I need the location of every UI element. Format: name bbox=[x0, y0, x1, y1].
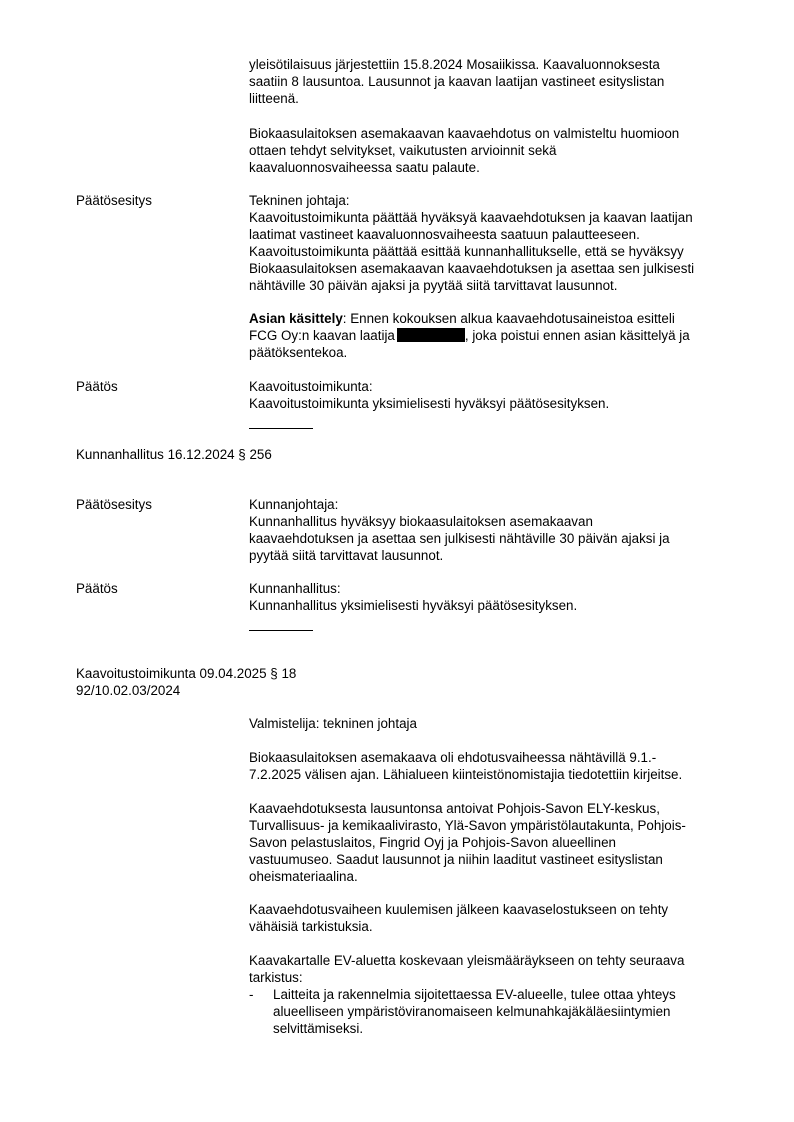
bullet-item bbox=[273, 986, 676, 1037]
text-line: nähtäville 30 päivän ajaksi ja pyytää siitä tarvittavat lausunnot. bbox=[249, 278, 618, 293]
section1-decision-label: Päätös bbox=[76, 379, 118, 394]
section2-proposal bbox=[249, 496, 749, 564]
proposer: Tekninen johtaja: bbox=[249, 193, 350, 208]
proposer: Kunnanjohtaja: bbox=[249, 497, 339, 512]
handling-heading: Asian käsittely bbox=[249, 311, 343, 326]
intro-paragraph-1 bbox=[249, 56, 749, 107]
section3-heading-block bbox=[76, 665, 296, 699]
text-line: Turvallisuus- ja kemikaalivirasto, Ylä-Savon ympäristölautakunta, Pohjois- bbox=[249, 818, 686, 833]
text-line: Kaavaehdotuksesta lausuntonsa antoivat Pohjois-Savon ELY-keskus, bbox=[249, 801, 660, 816]
bullet-dash: - bbox=[249, 987, 254, 1002]
text-line: Biokaasulaitoksen asemakaava oli ehdotusvaiheessa nähtävillä 9.1.- bbox=[249, 750, 657, 765]
text-line: Kunnanhallitus yksimielisesti hyväksyi päätösesityksen. bbox=[249, 598, 578, 613]
text-line: Kaavoitustoimikunta yksimielisesti hyväksyi päätösesityksen. bbox=[249, 396, 610, 411]
reference-number: 92/10.02.03/2024 bbox=[76, 683, 181, 698]
text-line: Kaavakartalle EV-aluetta koskevaan yleismääräykseen on tehty seuraava bbox=[249, 953, 685, 968]
text-span: FCG Oy:n kaavan laatija bbox=[249, 328, 395, 343]
text-line: Kunnanhallitus hyväksyy biokaasulaitoksen asemakaavan bbox=[249, 514, 593, 529]
decider: Kunnanhallitus: bbox=[249, 581, 341, 596]
divider bbox=[249, 428, 313, 429]
text-line: selvittämiseksi. bbox=[273, 1021, 364, 1036]
text-span: , joka poistui ennen asian käsittelyä ja bbox=[464, 328, 690, 343]
text-line: Kaavoitustoimikunta päättää esittää kunnanhallitukselle, että se hyväksyy bbox=[249, 244, 684, 259]
section1-proposal-label: Päätösesitys bbox=[76, 193, 152, 208]
redaction-block bbox=[397, 328, 465, 342]
section1-handling bbox=[249, 310, 749, 361]
text-line: kaavaluonnosvaiheessa saatu palaute. bbox=[249, 160, 480, 175]
text-line: laatimat vastineet kaavaluonnosvaiheesta saatuun palautteeseen. bbox=[249, 227, 640, 242]
intro-paragraph-2 bbox=[249, 125, 749, 176]
section3-paragraph-3 bbox=[249, 901, 749, 935]
text-span: : Ennen kokouksen alkua kaavaehdotusaineistoa esitteli bbox=[342, 311, 675, 326]
section3-paragraph-1 bbox=[249, 749, 749, 783]
text-line: Biokaasulaitoksen asemakaavan kaavaehdotuksen ja asettaa sen julkisesti bbox=[249, 261, 695, 276]
text-line: saatiin 8 lausuntoa. Lausunnot ja kaavan laatijan vastineet esityslistan bbox=[249, 74, 665, 89]
section2-decision bbox=[249, 580, 749, 614]
text-line: vähäisiä tarkistuksia. bbox=[249, 919, 373, 934]
text-line: Kaavoitustoimikunta päättää hyväksyä kaavaehdotuksen ja kaavan laatijan bbox=[249, 210, 693, 225]
preparer: Valmistelija: tekninen johtaja bbox=[249, 716, 417, 731]
text-line: oheismateriaalina. bbox=[249, 869, 358, 884]
text-line: tarkistus: bbox=[249, 970, 303, 985]
section1-proposal bbox=[249, 192, 749, 294]
text-line: alueelliseen ympäristöviranomaiseen kelmunahkajäkäläesiintymien bbox=[273, 1004, 671, 1019]
section3-heading: Kaavoitustoimikunta 09.04.2025 § 18 bbox=[76, 666, 297, 681]
text-line: päätöksentekoa. bbox=[249, 345, 348, 360]
text-line: Savon pelastuslaitos, Fingrid Oyj ja Pohjois-Savon alueellinen bbox=[249, 835, 616, 850]
section2-proposal-label: Päätösesitys bbox=[76, 497, 152, 512]
handling-line-1 bbox=[249, 310, 749, 327]
section2-heading: Kunnanhallitus 16.12.2024 § 256 bbox=[76, 447, 272, 462]
text-line: 7.2.2025 välisen ajan. Lähialueen kiinteistönomistajia tiedotettiin kirjeitse. bbox=[249, 767, 683, 782]
text-line: vastuumuseo. Saadut lausunnot ja niihin laaditut vastineet esityslistan bbox=[249, 852, 663, 867]
text-line: Laitteita ja rakennelmia sijoitettaessa EV-alueelle, tulee ottaa yhteys bbox=[273, 987, 676, 1002]
divider bbox=[249, 630, 313, 631]
text-line: yleisötilaisuus järjestettiin 15.8.2024 Mosaiikissa. Kaavaluonnoksesta bbox=[249, 57, 660, 72]
decider: Kaavoitustoimikunta: bbox=[249, 379, 373, 394]
handling-line-2 bbox=[249, 327, 749, 344]
text-line: Kaavaehdotusvaiheen kuulemisen jälkeen kaavaselostukseen on tehty bbox=[249, 902, 669, 917]
section3-paragraph-4 bbox=[249, 952, 749, 986]
text-line: ottaen tehdyt selvitykset, vaikutusten arvioinnit sekä bbox=[249, 143, 557, 158]
text-line: kaavaehdotuksen ja asettaa sen julkisesti nähtäville 30 päivän ajaksi ja bbox=[249, 531, 670, 546]
section2-decision-label: Päätös bbox=[76, 581, 118, 596]
text-line: liitteenä. bbox=[249, 91, 299, 106]
text-line: pyytää siitä tarvittavat lausunnot. bbox=[249, 548, 444, 563]
text-line: Biokaasulaitoksen asemakaavan kaavaehdotus on valmisteltu huomioon bbox=[249, 126, 680, 141]
section3-paragraph-2 bbox=[249, 800, 749, 885]
section1-decision bbox=[249, 378, 749, 412]
